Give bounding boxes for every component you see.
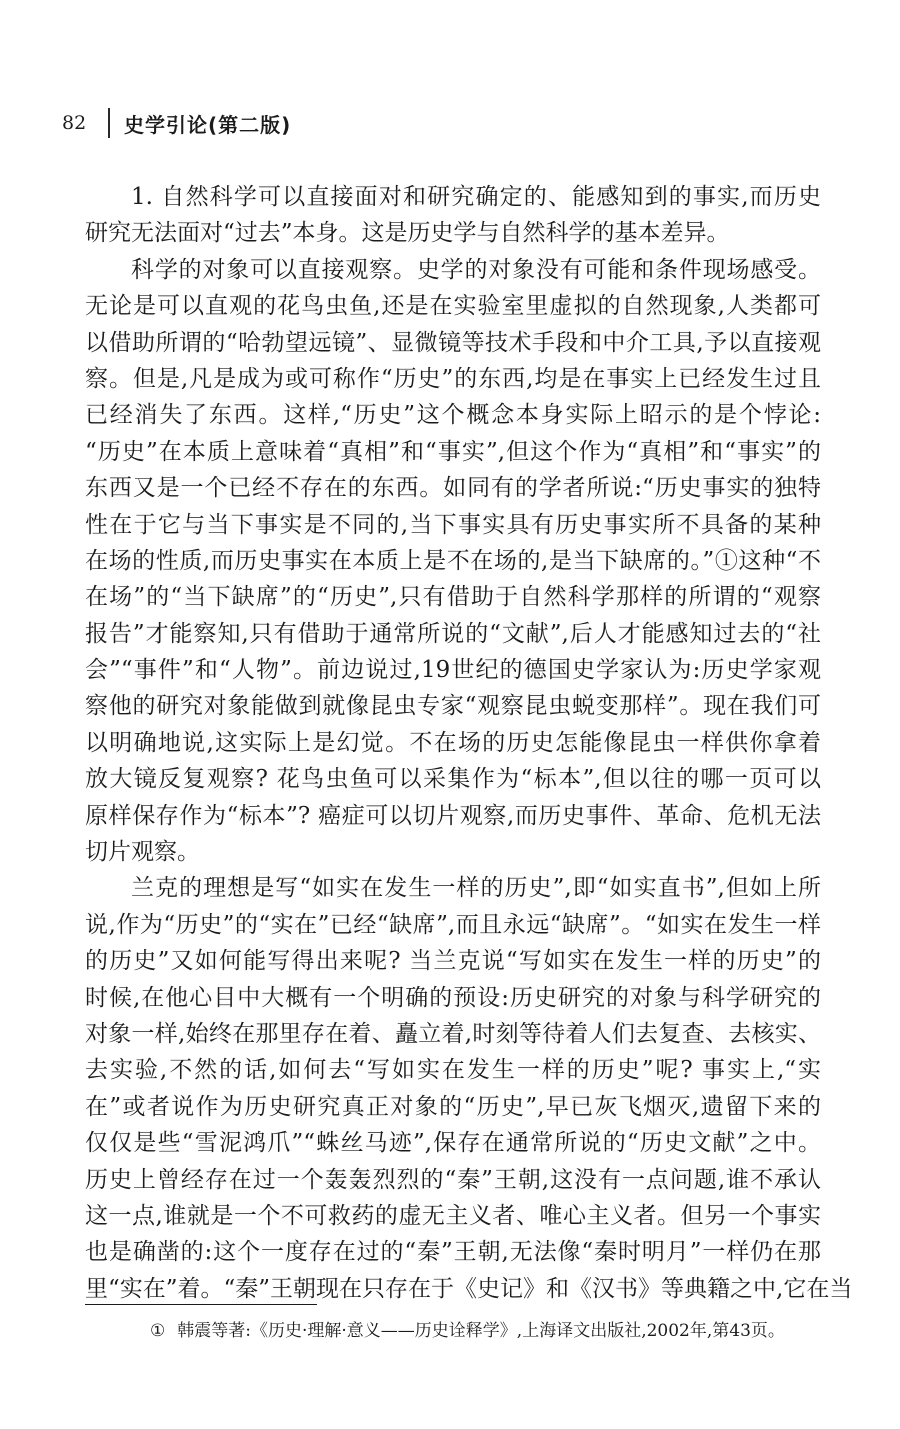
- text-line: 放大镜反复观察? 花鸟虫鱼可以采集作为“标本”,但以往的哪一页可以: [85, 766, 821, 793]
- footnote-divider: [85, 1304, 317, 1305]
- text-line: 对象一样,始终在那里存在着、矗立着,时刻等待着人们去复查、去核实、: [85, 1020, 821, 1047]
- text-line: 说,作为“历史”的“实在”已经“缺席”,而且永远“缺席”。“如实在发生一样: [85, 911, 821, 938]
- book-title: 史学引论(第二版): [124, 112, 292, 137]
- running-header: [62, 105, 291, 141]
- text-line: 无论是可以直观的花鸟虫鱼,还是在实验室里虚拟的自然现象,人类都可: [85, 293, 821, 320]
- text-line: 切片观察。: [85, 839, 200, 866]
- text-line: 以借助所谓的“哈勃望远镜”、显微镜等技术手段和中介工具,予以直接观: [85, 329, 821, 356]
- text-line: 仅仅是些“雪泥鸿爪”“蛛丝马迹”,保存在通常所说的“历史文献”之中。: [85, 1130, 821, 1157]
- text-line: 1. 自然科学可以直接面对和研究确定的、能感知到的事实,而历史: [131, 184, 821, 210]
- footnote: [150, 1316, 785, 1341]
- text-line: 东西又是一个已经不存在的东西。如同有的学者所说:“历史事实的独特: [85, 475, 821, 502]
- header-divider: [108, 108, 110, 138]
- text-line: 这一点,谁就是一个不可救药的虚无主义者、唯心主义者。但另一个事实: [85, 1202, 821, 1229]
- text-line: 的历史”又如何能写得出来呢? 当兰克说“写如实在发生一样的历史”的: [85, 948, 821, 975]
- text-line: 会”“事件”和“人物”。前边说过,19世纪的德国史学家认为:历史学家观: [85, 657, 821, 684]
- text-line: 在场的性质,而历史事实在本质上是不在场的,是当下缺席的。”①这种“不: [85, 547, 821, 574]
- page-number: 82: [62, 112, 87, 134]
- text-line: 报告”才能察知,只有借助于通常所说的“文献”,后人才能感知过去的“社: [85, 620, 821, 647]
- text-line: 已经消失了东西。这样,“历史”这个概念本身实际上昭示的是个悖论:: [85, 402, 821, 429]
- text-line: 在场”的“当下缺席”的“历史”,只有借助于自然科学那样的所谓的“观察: [85, 584, 821, 611]
- text-line: 去实验,不然的话,如何去“写如实在发生一样的历史”呢? 事实上,“实: [85, 1057, 821, 1084]
- text-line: 性在于它与当下事实是不同的,当下事实具有历史事实所不具备的某种: [85, 511, 821, 538]
- footnote-text: 韩震等著:《历史·理解·意义——历史诠释学》,上海译文出版社,2002年,第43页。: [177, 1321, 785, 1341]
- text-line: 研究无法面对“过去”本身。这是历史学与自然科学的基本差异。: [85, 220, 730, 247]
- text-line: 也是确凿的:这个一度存在过的“秦”王朝,无法像“秦时明月”一样仍在那: [85, 1239, 821, 1266]
- text-line: 察。但是,凡是成为或可称作“历史”的东西,均是在事实上已经发生过且: [85, 365, 821, 392]
- text-line: 科学的对象可以直接观察。史学的对象没有可能和条件现场感受。: [131, 256, 821, 283]
- text-line: 察他的研究对象能做到就像昆虫专家“观察昆虫蜕变那样”。现在我们可: [85, 693, 821, 720]
- text-line: 以明确地说,这实际上是幻觉。不在场的历史怎能像昆虫一样供你拿着: [85, 729, 821, 756]
- text-line: “历史”在本质上意味着“真相”和“事实”,但这个作为“真相”和“事实”的: [85, 438, 821, 465]
- text-line: 兰克的理想是写“如实在发生一样的历史”,即“如实直书”,但如上所: [131, 875, 821, 902]
- text-line: 里“实在”着。“秦”王朝现在只存在于《史记》和《汉书》等典籍之中,它在当: [85, 1275, 853, 1302]
- text-line: 在”或者说作为历史研究真正对象的“历史”,早已灰飞烟灭,遗留下来的: [85, 1093, 821, 1120]
- footnote-mark: ①: [150, 1321, 166, 1341]
- text-line: 原样保存作为“标本”? 癌症可以切片观察,而历史事件、革命、危机无法: [85, 802, 821, 829]
- text-line: 时候,在他心目中大概有一个明确的预设:历史研究的对象与科学研究的: [85, 984, 821, 1011]
- text-line: 历史上曾经存在过一个轰轰烈烈的“秦”王朝,这没有一点问题,谁不承认: [85, 1166, 821, 1193]
- body-text: [85, 179, 853, 1307]
